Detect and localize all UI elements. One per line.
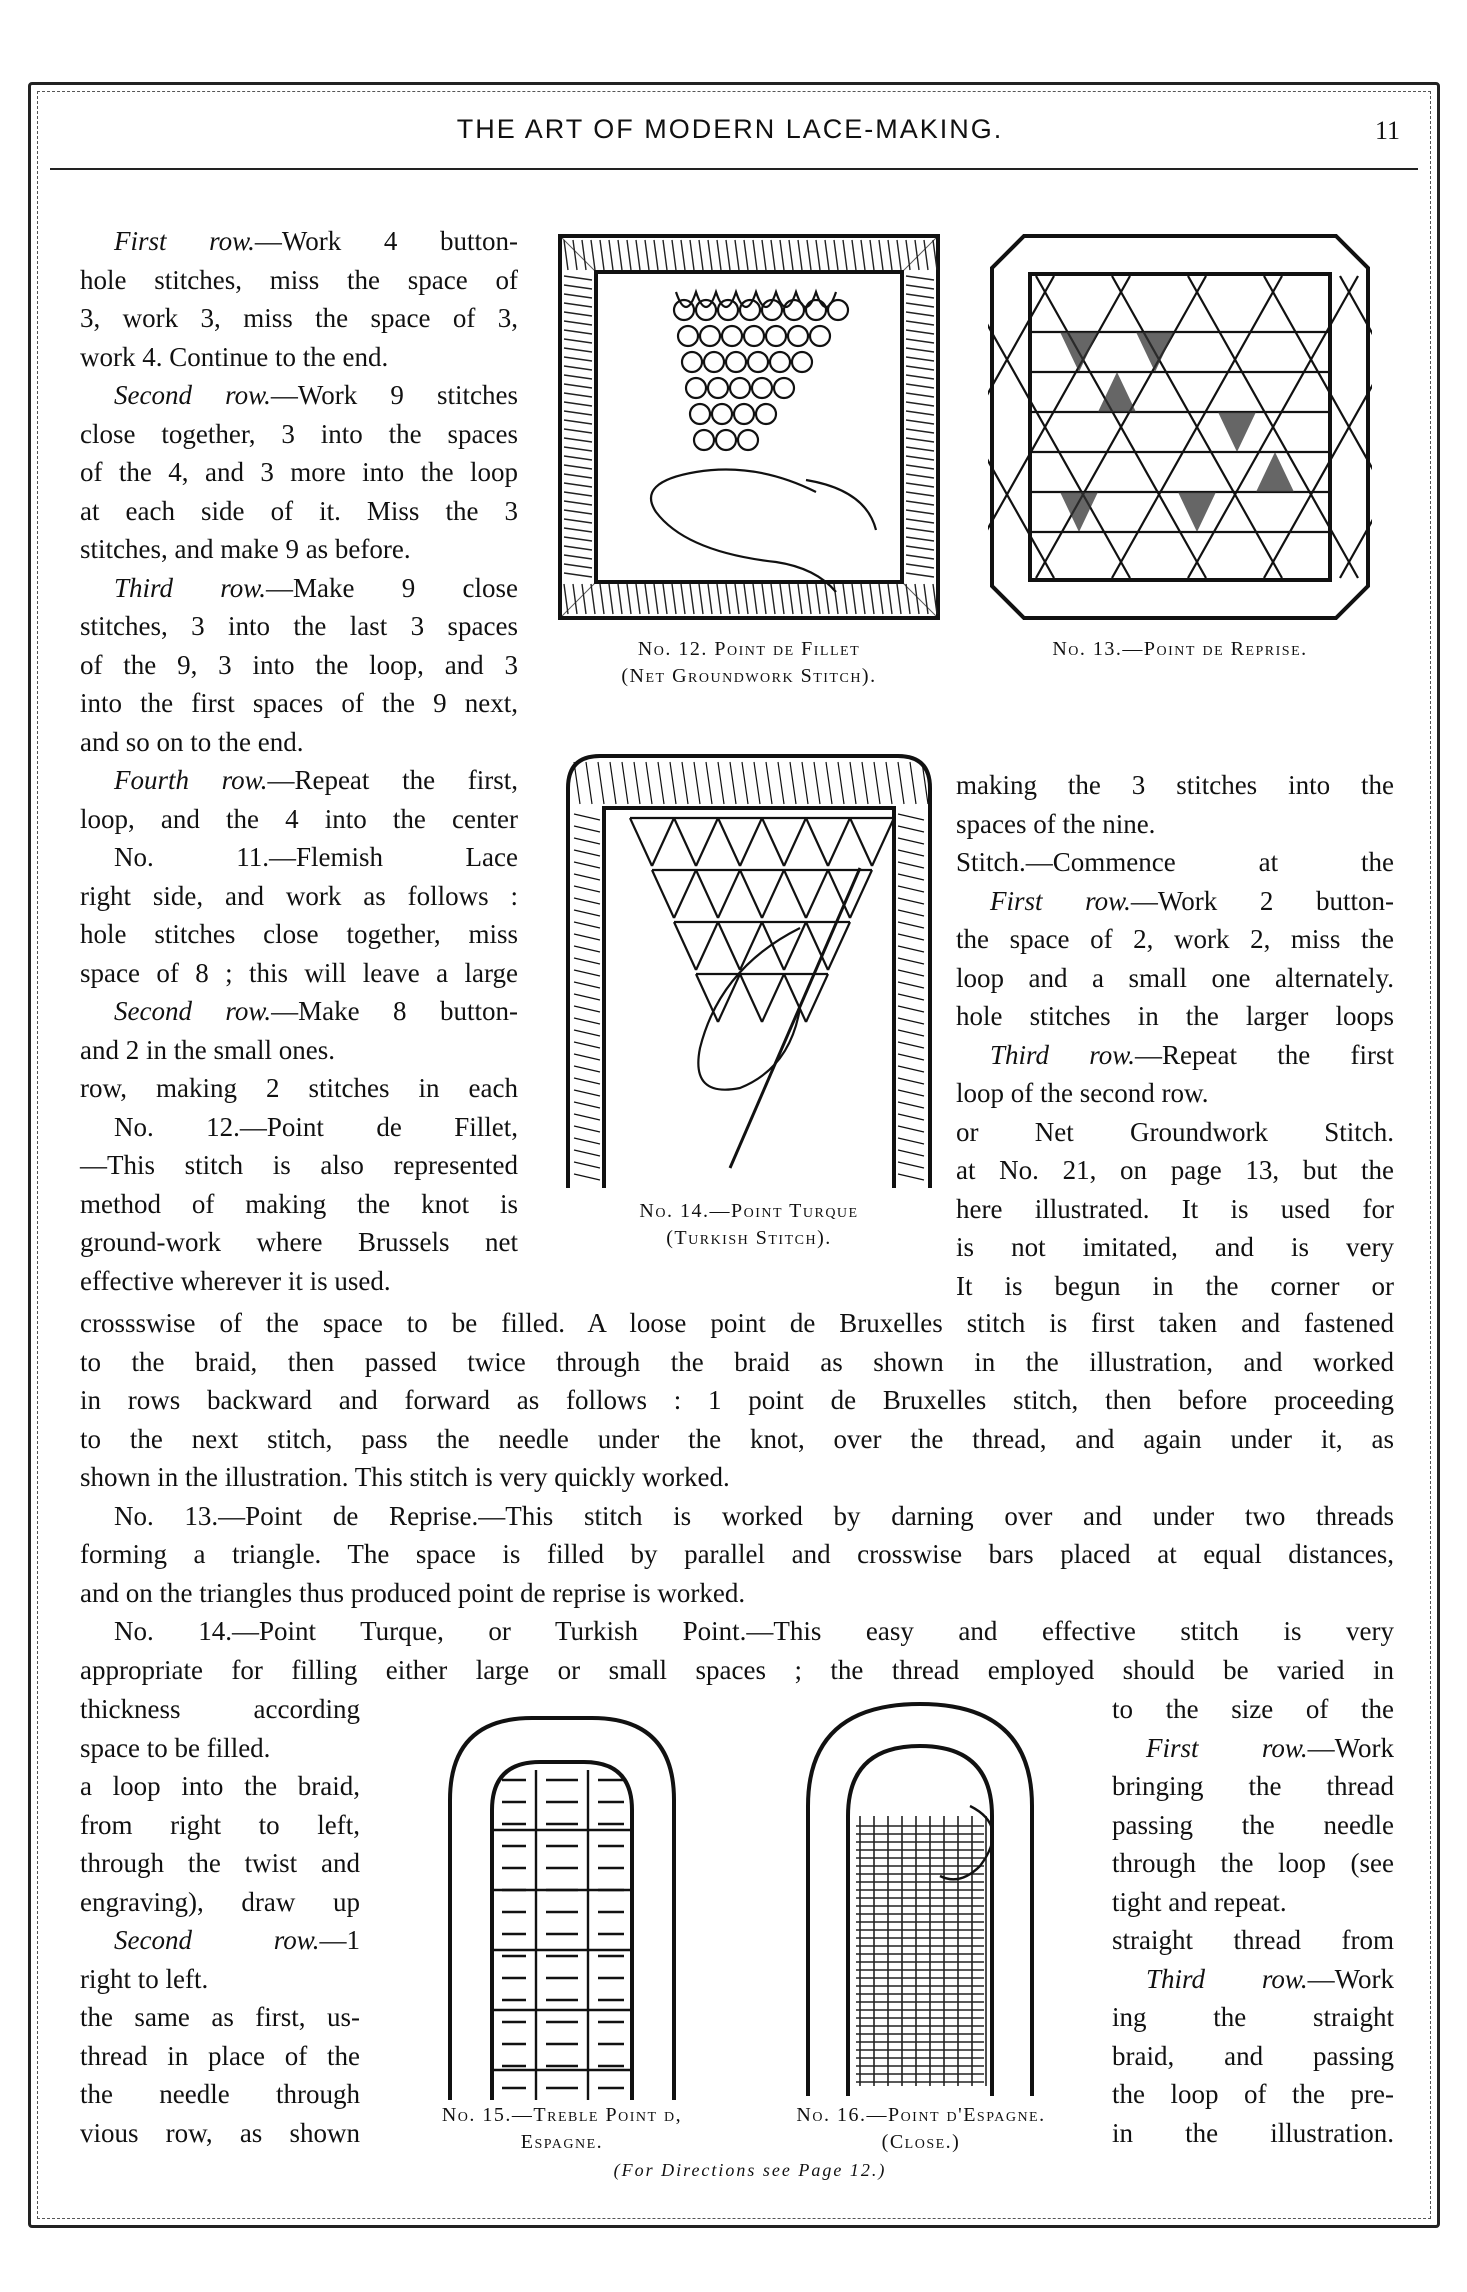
text-line [1112, 1806, 1394, 1845]
line-text: to the size of the [1112, 1694, 1394, 1724]
line-text: tight and repeat. [1112, 1886, 1287, 1917]
line-text: 3, work 3, miss the space of 3, [80, 303, 518, 333]
line-text: No. 11.—Flemish Lace [114, 842, 518, 872]
running-header [60, 108, 1400, 154]
text-line [1112, 1998, 1394, 2037]
page-number: 11 [1374, 116, 1400, 145]
figure-point-de-fillet [556, 232, 942, 622]
line-text: —Work [1307, 1963, 1394, 1994]
text-line [956, 959, 1394, 998]
line-text: bringing the thread [1112, 1771, 1394, 1801]
line-text: and so on to the end. [80, 726, 304, 757]
line-text: loop, and the 4 into the center [80, 803, 518, 834]
text-line [80, 1185, 518, 1224]
text-line [956, 843, 1394, 882]
text-line [80, 954, 518, 993]
line-text: or Net Groundwork Stitch. [956, 1116, 1394, 1147]
line-text: —This stitch is also represented [80, 1150, 518, 1180]
line-text: appropriate for filling either large or small spaces ; the thread employed should be varied in [80, 1654, 1394, 1685]
line-text: hole stitches, miss the space of [80, 264, 518, 295]
line-text: —Make 8 button- [271, 996, 518, 1026]
run-in-heading: Second row. [114, 380, 271, 410]
line-text: —Work [1307, 1732, 1394, 1763]
page-title: THE ART OF MODERN LACE-MAKING. [456, 114, 1004, 144]
figure-point-de-reprise [988, 232, 1372, 622]
line-text: —Work 4 button- [254, 226, 518, 256]
text-line [956, 805, 1394, 844]
text-line [80, 415, 518, 454]
text-line [956, 1113, 1394, 1152]
line-text: row, making 2 stitches in each [80, 1073, 518, 1103]
line-text: work 4. Continue to the end. [80, 341, 389, 372]
line-text: straight thread from [1112, 1925, 1394, 1955]
line-text: ground-work where Brussels net [80, 1227, 518, 1257]
figure-point-d-espagne-close [800, 1696, 1040, 2096]
text-line [1112, 1690, 1394, 1729]
text-line [956, 1036, 1394, 1075]
text-line [80, 838, 518, 877]
line-text: hole stitches close together, miss [80, 919, 518, 949]
caption-fig15: No. 15.—Treble Point d, Espagne. [441, 2104, 683, 2153]
line-text: No. 13.—Point de Reprise.—This stitch is worked by darning over and under two threads [114, 1500, 1394, 1531]
line-text: —Work 9 stitches [270, 380, 518, 410]
text-line [80, 530, 518, 569]
line-text: here illustrated. It is used for [956, 1193, 1394, 1224]
text-line [80, 1108, 518, 1147]
line-text: engraving), draw up [80, 1886, 360, 1917]
text-line [956, 997, 1394, 1036]
line-text: No. 12.—Point de Fillet, [114, 1111, 518, 1142]
line-text: the space of 2, work 2, miss the [956, 924, 1394, 954]
line-text: is not imitated, and is very [956, 1232, 1394, 1262]
run-in-heading: First row. [990, 885, 1131, 916]
line-text: through the twist and [80, 1848, 360, 1878]
caption-fig12: No. 12. Point de Fillet (Net Groundwork Stitch). [621, 638, 877, 687]
text-line [80, 1806, 360, 1845]
line-text: passing the needle [1112, 1809, 1394, 1840]
text-line [80, 1535, 1394, 1574]
text-line [956, 766, 1394, 805]
run-in-heading: Third row. [990, 1039, 1136, 1070]
text-line [80, 2075, 360, 2114]
text-line [80, 2114, 360, 2153]
text-line [1112, 1921, 1394, 1960]
text-line [1112, 1883, 1394, 1922]
line-text: making the 3 stitches into the [956, 770, 1394, 800]
line-text: at No. 21, on page 13, but the [956, 1155, 1394, 1185]
run-in-heading: Second row. [114, 996, 272, 1026]
text-line [80, 607, 518, 646]
text-line [80, 1381, 1394, 1420]
line-text: —Make 9 close [266, 572, 518, 603]
line-text: right side, and work as follows : [80, 880, 518, 911]
line-text: —Repeat the first, [267, 765, 518, 795]
line-text: into the first spaces of the 9 next, [80, 688, 518, 718]
full-width-text [80, 1304, 1394, 1689]
line-text: —1 [319, 1925, 360, 1955]
text-line [80, 1069, 518, 1108]
run-in-heading: Third row. [114, 572, 267, 603]
line-text: spaces of the nine. [956, 808, 1156, 839]
text-line [80, 299, 518, 338]
line-text: crossswise of the space to be filled. A loose point de Bruxelles stitch is first taken and fastened [80, 1308, 1394, 1338]
text-line [80, 453, 518, 492]
text-line [80, 1612, 1394, 1651]
text-line [80, 1497, 1394, 1536]
line-text: method of making the knot is [80, 1188, 518, 1219]
line-text: from right to left, [80, 1809, 360, 1840]
line-text: ing the straight [1112, 2002, 1394, 2032]
line-text: space to be filled. [80, 1732, 271, 1763]
text-line [80, 261, 518, 300]
line-text: —Repeat the first [1135, 1039, 1394, 1070]
text-line [1112, 1767, 1394, 1806]
text-line [80, 2037, 360, 2076]
run-in-heading: First row. [114, 226, 255, 256]
text-line [80, 646, 518, 685]
line-text: braid, and passing [1112, 2040, 1394, 2071]
line-text: and on the triangles thus produced point de reprise is worked. [80, 1577, 746, 1608]
text-line [1112, 1729, 1394, 1768]
text-line [1112, 1844, 1394, 1883]
line-text: to the braid, then passed twice through the braid as shown in the illustration, and worked [80, 1346, 1394, 1377]
line-text: close together, 3 into the spaces [80, 418, 518, 449]
line-text: thickness according [80, 1694, 360, 1724]
text-line [80, 1146, 518, 1185]
text-line [80, 1031, 518, 1070]
text-line [80, 492, 518, 531]
line-text: Stitch.—Commence at the [956, 847, 1394, 877]
text-line [80, 1304, 1394, 1343]
header-rule [50, 168, 1418, 170]
line-text: through the loop (see [1112, 1848, 1394, 1878]
text-line [956, 1074, 1394, 1113]
text-line [80, 1458, 1394, 1497]
line-text: of the 4, and 3 more into the loop [80, 457, 518, 487]
text-line [956, 1190, 1394, 1229]
bottom-right-text [1112, 1690, 1394, 2152]
line-text: loop and a small one alternately. [956, 962, 1394, 993]
text-line [80, 1262, 518, 1301]
text-line [80, 1729, 360, 1768]
line-text: to the next stitch, pass the needle under the knot, over the thread, and again under it, as [80, 1423, 1394, 1454]
text-line [80, 338, 518, 377]
text-line [80, 761, 518, 800]
line-text: loop of the second row. [956, 1078, 1209, 1108]
line-text: right to left. [80, 1963, 209, 1994]
text-line [80, 1844, 360, 1883]
text-line [956, 1267, 1394, 1306]
text-line [80, 684, 518, 723]
figure-treble-point-d-espagne [442, 1710, 682, 2100]
text-line [80, 1921, 360, 1960]
line-text: the loop of the pre- [1112, 2079, 1394, 2109]
line-text: of the 9, 3 into the loop, and 3 [80, 649, 518, 680]
text-line [80, 723, 518, 762]
text-line [80, 1574, 1394, 1613]
text-line [80, 569, 518, 608]
text-line [956, 1228, 1394, 1267]
text-line [80, 1651, 1394, 1690]
line-text: vious row, as shown [80, 2117, 360, 2148]
text-line [1112, 2037, 1394, 2076]
line-text: forming a triangle. The space is filled by parallel and crosswise bars placed at equal distances, [80, 1539, 1394, 1569]
line-text: stitches, 3 into the last 3 spaces [80, 611, 518, 641]
right-column-text [956, 766, 1394, 1305]
line-text: and 2 in the small ones. [80, 1034, 335, 1065]
text-line [80, 800, 518, 839]
run-in-heading: Second row. [114, 1925, 320, 1955]
line-text: in rows backward and forward as follows : 1 point de Bruxelles stitch, then before proceeding [80, 1385, 1394, 1415]
run-in-heading: First row. [1146, 1732, 1308, 1763]
line-text: thread in place of the [80, 2040, 360, 2071]
directions-note: (For Directions see Page 12.) [613, 2160, 887, 2180]
line-text: space of 8 ; this will leave a large [80, 957, 518, 988]
line-text: the needle through [80, 2079, 360, 2109]
text-line [1112, 2075, 1394, 2114]
caption-fig14: No. 14.—Point Turque (Turkish Stitch). [639, 1200, 859, 1249]
text-line [80, 1343, 1394, 1382]
text-line [80, 992, 518, 1031]
text-line [80, 1223, 518, 1262]
line-text: shown in the illustration. This stitch is very quickly worked. [80, 1462, 730, 1492]
text-line [80, 1998, 360, 2037]
line-text: No. 14.—Point Turque, or Turkish Point.—This easy and effective stitch is very [114, 1616, 1394, 1646]
text-line [80, 1883, 360, 1922]
text-line [80, 1960, 360, 1999]
caption-fig13: No. 13.—Point de Reprise. [1052, 638, 1308, 660]
line-text: in the illustration. [1112, 2117, 1394, 2148]
line-text: stitches, and make 9 as before. [80, 534, 411, 564]
text-line [80, 915, 518, 954]
run-in-heading: Third row. [1146, 1963, 1308, 1994]
text-line [956, 1151, 1394, 1190]
figure-point-turque [560, 748, 938, 1188]
text-line [80, 1420, 1394, 1459]
text-line [80, 1690, 360, 1729]
text-line [1112, 1960, 1394, 1999]
line-text: effective wherever it is used. [80, 1265, 391, 1296]
text-line [1112, 2114, 1394, 2153]
text-line [80, 1767, 360, 1806]
line-text: It is begun in the corner or [956, 1270, 1394, 1301]
text-line [956, 882, 1394, 921]
caption-fig16: No. 16.—Point d'Espagne. (Close.) [796, 2104, 1046, 2153]
line-text: at each side of it. Miss the 3 [80, 495, 518, 526]
text-line [80, 222, 518, 261]
line-text: hole stitches in the larger loops [956, 1001, 1394, 1031]
left-column-text [80, 222, 518, 1300]
text-line [956, 920, 1394, 959]
text-line [80, 376, 518, 415]
line-text: the same as first, us- [80, 2002, 360, 2032]
line-text: —Work 2 button- [1130, 885, 1394, 916]
bottom-left-text [80, 1690, 360, 2152]
run-in-heading: Fourth row. [114, 765, 268, 795]
line-text: a loop into the braid, [80, 1771, 360, 1801]
text-line [80, 877, 518, 916]
